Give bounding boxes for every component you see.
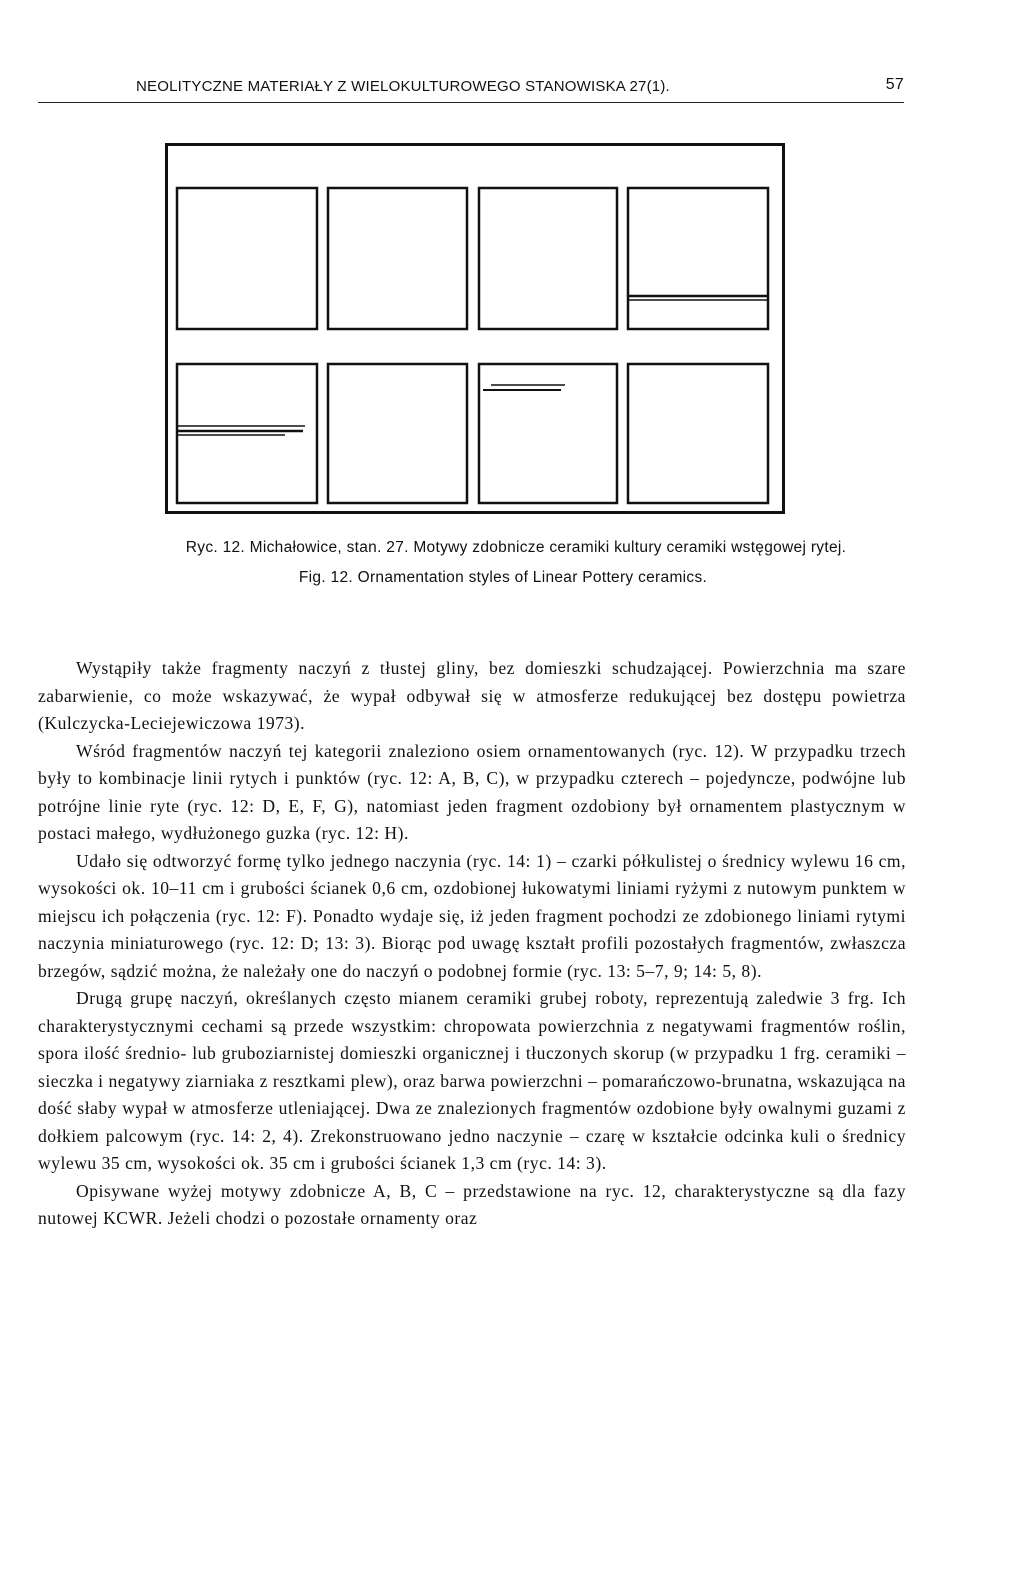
motif-panels	[177, 188, 768, 503]
motif-panel	[328, 364, 467, 503]
motif-panel	[628, 364, 768, 503]
body-text	[38, 655, 906, 1233]
motif-panel	[628, 188, 768, 329]
motif-lines	[177, 296, 768, 435]
motif-panel	[328, 188, 467, 329]
ornament-figure	[165, 143, 785, 515]
body-paragraph: Drugą grupę naczyń, określanych często mianem ceramiki grubej roboty, reprezentują zaledwie 3 frg. Ich charakterystycznymi cechami są przede wszystkim: chropowata powierzchnia z negatywami fragmentów roślin, spora ilość średnio- lub gruboziarnistej domieszki organicznej i tłuczonych skorup (w przypadku 1 frg. ceramiki – sieczka i negatywy ziarniaka z resztkami plew), oraz barwa powierzchni – pomarańczowo-brunatna, wskazująca na dość słaby wypał w atmosferze utleniającej. Dwa ze znalezionych fragmentów ozdobione były owalnymi guzami z dołkiem palcowym (ryc. 14: 2, 4). Zrekonstruowano jedno naczynie – czarę w kształcie odcinka kuli o średnicy wylewu 35 cm, wysokości ok. 35 cm i grubości ścianek 1,3 cm (ryc. 14: 3).	[38, 988, 906, 1173]
running-title: NEOLITYCZNE MATERIAŁY Z WIELOKULTUROWEGO STANOWISKA 27(1).	[136, 78, 670, 95]
page-header	[38, 76, 904, 103]
page-number: 57	[885, 76, 904, 93]
body-paragraph: Wystąpiły także fragmenty naczyń z tłustej gliny, bez domieszki schudzającej. Powierzchnia ma szare zabarwienie, co może wskazywać, że wypał odbywał się w atmosferze redukującej bez dostępu powietrza (Kulczycka-Leciejewiczowa 1973).	[38, 658, 906, 733]
body-paragraph: Wśród fragmentów naczyń tej kategorii znaleziono osiem ornamentowanych (ryc. 12). W przypadku trzech były to kombinacje linii rytych i punktów (ryc. 12: A, B, C), w przypadku czterech – pojedyncze, podwójne lub potrójne linie ryte (ryc. 12: D, E, F, G), natomiast jeden fragment ozdobiony był ornamentem plastycznym w postaci małego, wydłużonego guzka (ryc. 12: H).	[38, 740, 906, 843]
figure-caption-en: Fig. 12. Ornamentation styles of Linear Pottery ceramics.	[298, 569, 708, 586]
figure-caption-pl: Ryc. 12. Michałowice, stan. 27. Motywy zdobnicze ceramiki kultury ceramiki wstęgowej rytej.	[185, 539, 847, 556]
motif-panel	[177, 188, 317, 329]
body-paragraph: Opisywane wyżej motywy zdobnicze A, B, C – przedstawione na ryc. 12, charakterystyczne są dla fazy nutowej KCWR. Jeżeli chodzi o pozostałe ornamenty oraz	[38, 1180, 906, 1228]
body-paragraph: Udało się odtworzyć formę tylko jednego naczynia (ryc. 14: 1) – czarki półkulistej o średnicy wylewu 16 cm, wysokości ok. 10–11 cm i grubości ścianek 0,6 cm, ozdobionej łukowatymi liniami ryżymi z nutowym punktem w miejscu ich połączenia (ryc. 12: F). Ponadto wydaje się, iż jeden fragment pochodzi ze zdobionego liniami rytymi naczynia miniaturowego (ryc. 12: D; 13: 3). Biorąc pod uwagę kształt profili pozostałych fragmentów, zwłaszcza brzegów, sądzić można, że należały one do naczyń o podobnej formie (ryc. 13: 5–7, 9; 14: 5, 8).	[38, 850, 906, 981]
motif-panel	[479, 188, 617, 329]
motif-panel	[177, 364, 317, 503]
